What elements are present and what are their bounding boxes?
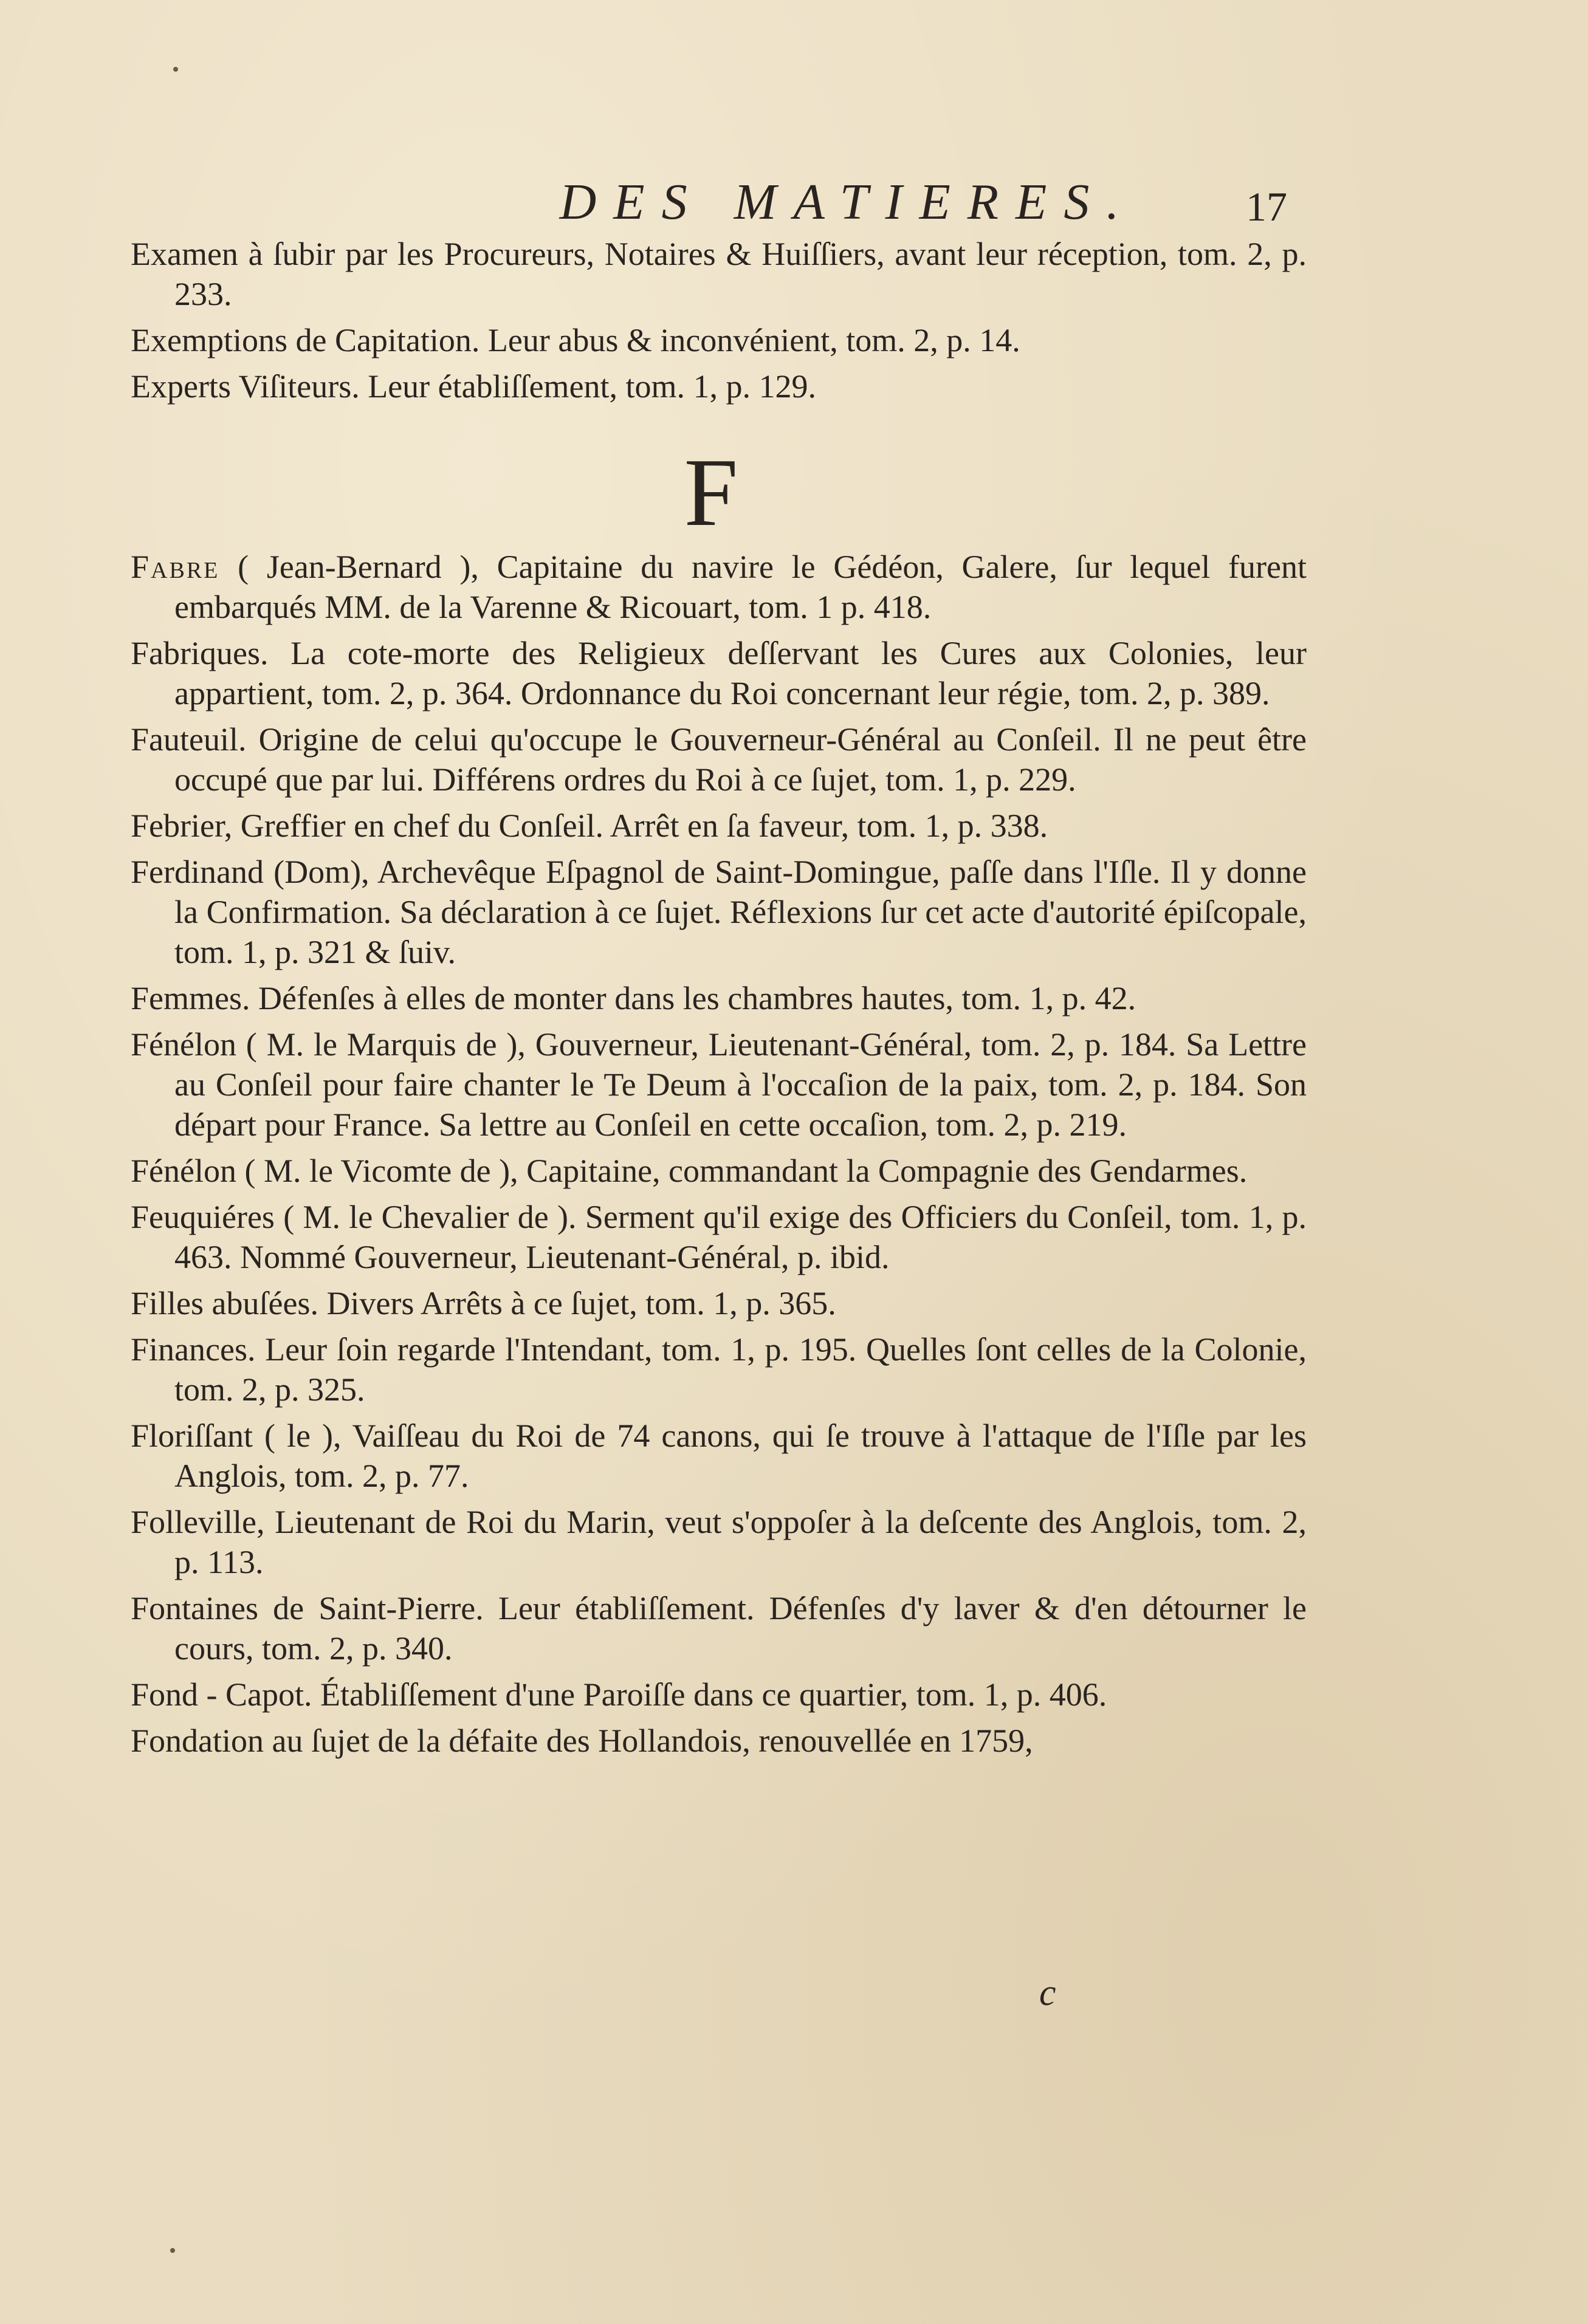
index-entry: Fauteuil. Origine de celui qu'occupe le Gouverneur-Général au Conſeil. Il ne peut être occupé que par lui. Différens ordres du Roi à ce ſujet, tom. 1, p. 229. (131, 721, 1307, 798)
index-entry: Exemptions de Capitation. Leur abus & inconvénient, tom. 2, p. 14. (131, 322, 1020, 358)
index-entry: Folleville, Lieutenant de Roi du Marin, veut s'oppoſer à la deſcente des Anglois, tom. 2, p. 113. (131, 1504, 1307, 1580)
index-entry: Fontaines de Saint-Pierre. Leur établiſſement. Défenſes d'y laver & d'en détourner le cours, tom. 2, p. 340. (131, 1590, 1307, 1667)
paper-speck (170, 2248, 175, 2253)
section-letter: F (684, 438, 738, 546)
index-entry: Experts Viſiteurs. Leur établiſſement, tom. 1, p. 129. (131, 368, 817, 405)
index-entries-top (131, 234, 1307, 413)
index-entry (131, 547, 1307, 627)
entry-text: ( Jean-Bernard ), Capitaine du navire le Gédéon, Galere, ſur lequel furent embarqués MM. de la Varenne & Ricouart, tom. 1 p. 418. (174, 549, 1307, 625)
index-entry: Fabriques. La cote-morte des Religieux deſſervant les Cures aux Colonies, leur appartient, tom. 2, p. 364. Ordonnance du Roi concernant leur régie, tom. 2, p. 389. (131, 635, 1307, 711)
index-entry: Febrier, Greffier en chef du Conſeil. Arrêt en ſa faveur, tom. 1, p. 338. (131, 807, 1048, 844)
index-entry: Fond - Capot. Établiſſement d'une Paroiſſe dans ce quartier, tom. 1, p. 406. (131, 1676, 1107, 1713)
index-entry: Fénélon ( M. le Vicomte de ), Capitaine, commandant la Compagnie des Gendarmes. (131, 1153, 1248, 1189)
running-head: DES MATIERES. (559, 174, 1136, 230)
index-entry: Filles abuſées. Divers Arrêts à ce ſujet, tom. 1, p. 365. (131, 1285, 836, 1321)
index-entry: Finances. Leur ſoin regarde l'Intendant, tom. 1, p. 195. Quelles ſont celles de la Colonie, tom. 2, p. 325. (131, 1331, 1307, 1408)
catchword: c (1039, 1972, 1056, 2014)
index-entry: Fénélon ( M. le Marquis de ), Gouverneur, Lieutenant-Général, tom. 2, p. 184. Sa Lettre au Conſeil pour faire chanter le Te Deum à l'occaſion de la paix, tom. 2, p. 184. Son départ pour France. Sa lettre au Conſeil en cette occaſion, tom. 2, p. 219. (131, 1026, 1307, 1143)
index-entry: Examen à ſubir par les Procureurs, Notaires & Huiſſiers, avant leur réception, tom. 2, p. 233. (131, 236, 1307, 312)
paper-speck (173, 67, 178, 72)
page-number: 17 (1246, 183, 1287, 230)
entry-lead-word: Fabre (131, 549, 220, 585)
index-entry: Ferdinand (Dom), Archevêque Eſpagnol de Saint-Domingue, paſſe dans l'Iſle. Il y donne la Confirmation. Sa déclaration à ce ſujet. Réflexions ſur cet acte d'autorité épiſcopale, tom. 1, p. 321 & ſuiv. (131, 854, 1307, 970)
index-entry: Floriſſant ( le ), Vaiſſeau du Roi de 74 canons, qui ſe trouve à l'attaque de l'Iſle par les Anglois, tom. 2, p. 77. (131, 1417, 1307, 1494)
index-entry: Fondation au ſujet de la défaite des Hollandois, renouvellée en 1759, (131, 1722, 1033, 1759)
index-entries-f (131, 547, 1307, 1767)
index-entry: Feuquiéres ( M. le Chevalier de ). Serment qu'il exige des Officiers du Conſeil, tom. 1, p. 463. Nommé Gouverneur, Lieutenant-Général, p. ibid. (131, 1199, 1307, 1275)
index-entry: Femmes. Défenſes à elles de monter dans les chambres hautes, tom. 1, p. 42. (131, 980, 1136, 1016)
